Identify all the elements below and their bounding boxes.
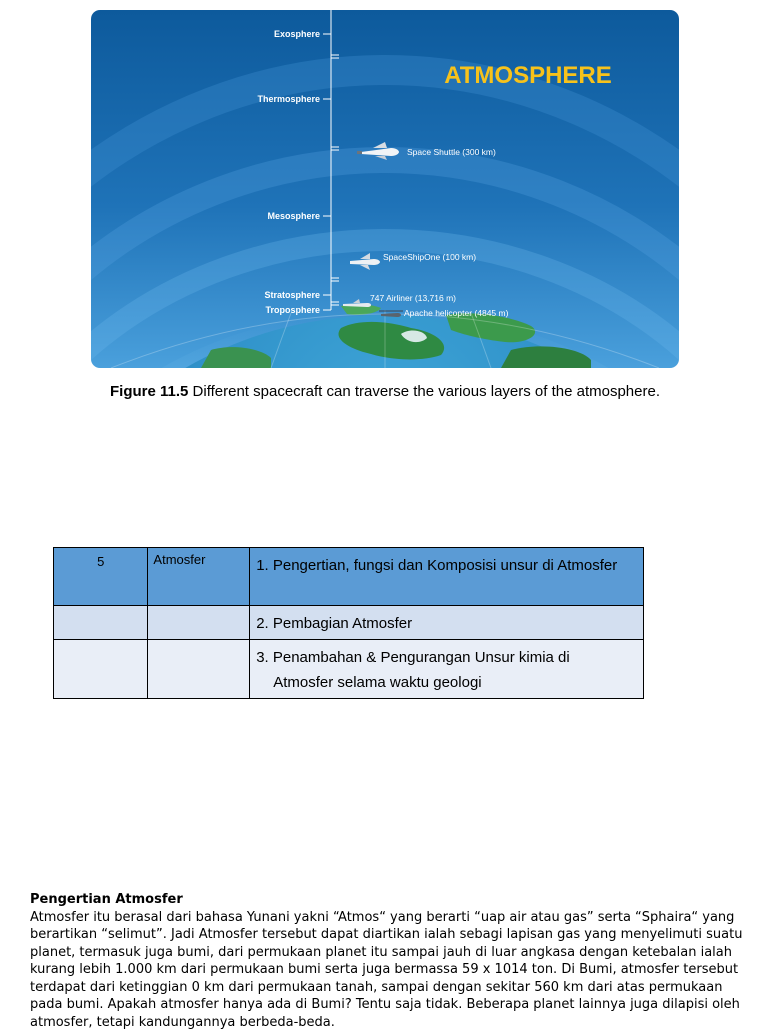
table-cell-subtopic: 1. Pengertian, fungsi dan Komposisi unsur di Atmosfer bbox=[250, 548, 644, 606]
figure-caption bbox=[110, 382, 660, 401]
figure-title: ATMOSPHERE bbox=[444, 62, 612, 89]
craft-label-helicopter: Apache helicopter (4845 m) bbox=[404, 308, 509, 318]
layer-label-exosphere: Exosphere bbox=[274, 29, 320, 39]
craft-label-airliner: 747 Airliner (13,716 m) bbox=[370, 293, 456, 303]
craft-label-space-shuttle: Space Shuttle (300 km) bbox=[407, 147, 496, 157]
table-cell-number: 5 bbox=[54, 548, 148, 606]
article-heading: Pengertian Atmosfer bbox=[30, 891, 745, 909]
layer-label-mesosphere: Mesosphere bbox=[267, 211, 320, 221]
craft-label-spaceshipone: SpaceShipOne (100 km) bbox=[383, 252, 476, 262]
layer-label-stratosphere: Stratosphere bbox=[264, 290, 320, 300]
layer-label-troposphere: Troposphere bbox=[265, 305, 320, 315]
subtopic-line-1: 3. Penambahan & Pengurangan Unsur kimia di bbox=[256, 645, 637, 670]
layer-label-thermosphere: Thermosphere bbox=[257, 94, 320, 104]
table-cell-topic bbox=[148, 640, 250, 699]
table-cell-subtopic: 2. Pembagian Atmosfer bbox=[250, 606, 644, 640]
article-body: Atmosfer itu berasal dari bahasa Yunani yakni “Atmos“ yang berarti “uap air atau gas” serta “Sphaira“ yang berartikan “selimut”. Jadi Atmosfer tersebut dapat diartikan ialah sebagi lapisan gas yang menyelimuti suatu planet, termasuk juga bumi, dari permukaan planet itu sampai jauh di luar angkasa dengan ketebalan ialah kurang lebih 1.000 km dari permukaan bumi serta juga bermassa 59 x 1014 ton. Di Bumi, atmosfer tersebut terdapat dari ketinggian 0 km dari permukaan tanah, sampai dengan sekitar 560 km dari atas permukaan pada bumi. Apakah atmosfer hanya ada di Bumi? Tentu saja tidak. Beberapa planet lainnya juga dilapisi oleh atmosfer, tetapi kandungannya berbeda-beda. bbox=[30, 909, 745, 1031]
table-cell-topic: Atmosfer bbox=[148, 548, 250, 606]
table-row bbox=[54, 640, 644, 699]
article-section bbox=[30, 891, 745, 1031]
table-cell-number bbox=[54, 606, 148, 640]
table-row bbox=[54, 606, 644, 640]
table-cell-subtopic bbox=[250, 640, 644, 699]
table-row bbox=[54, 548, 644, 606]
table-cell-number bbox=[54, 640, 148, 699]
atmosphere-illustration bbox=[91, 10, 679, 368]
figure-caption-text: Different spacecraft can traverse the various layers of the atmosphere. bbox=[188, 383, 660, 400]
atmosphere-figure bbox=[91, 10, 679, 368]
syllabus-table bbox=[53, 547, 644, 699]
figure-caption-label: Figure 11.5 bbox=[110, 383, 188, 400]
table-cell-topic bbox=[148, 606, 250, 640]
subtopic-line-2: Atmosfer selama waktu geologi bbox=[256, 670, 637, 695]
